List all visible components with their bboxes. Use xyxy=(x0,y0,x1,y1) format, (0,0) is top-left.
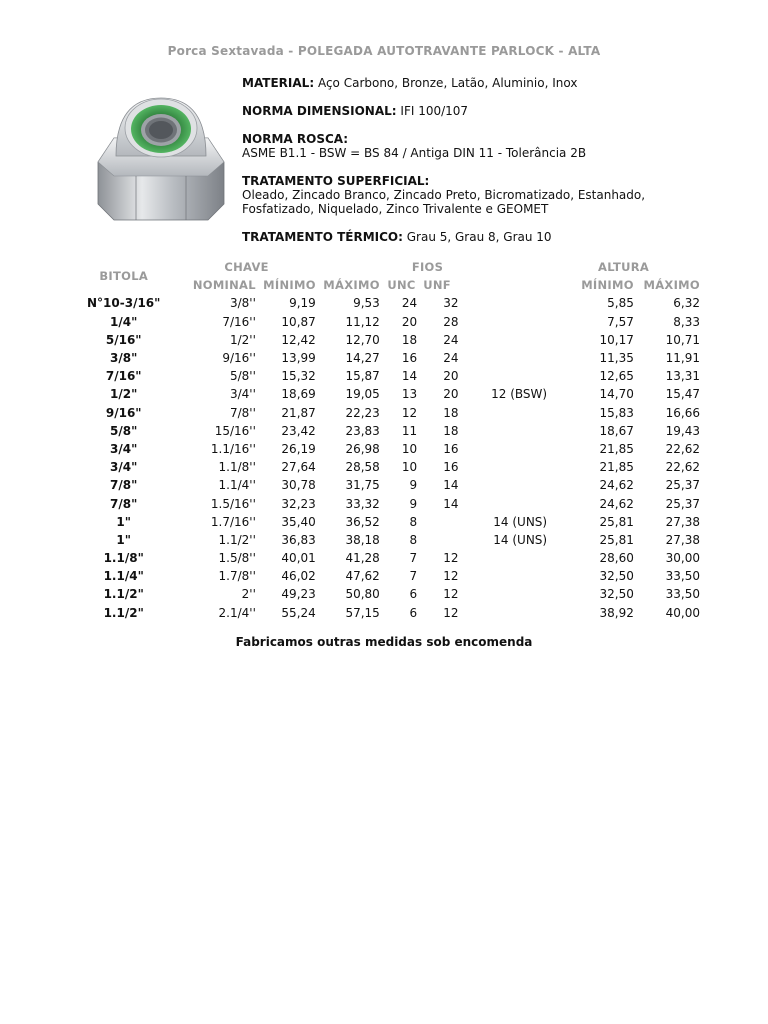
cell-altura-maximo: 10,71 xyxy=(665,332,700,347)
cell-chave-minimo: 15,32 xyxy=(281,369,316,384)
spec-value: ASME B1.1 - BSW = BS 84 / Antiga DIN 11 - Tolerância 2B xyxy=(242,146,587,160)
header-chave: CHAVE xyxy=(224,260,269,275)
cell-chave-minimo: 32,23 xyxy=(281,496,316,511)
cell-fios-extra xyxy=(464,313,547,331)
table-row xyxy=(70,404,700,422)
spec-value: Oleado, Zincado Branco, Zincado Preto, Bicromatizado, Estanhado, xyxy=(242,188,646,202)
cell-chave-minimo: 35,40 xyxy=(281,514,316,529)
table-row xyxy=(70,494,700,512)
cell-altura-minimo: 24,62 xyxy=(599,496,634,511)
cell-chave-maximo: 36,52 xyxy=(345,514,380,529)
cell-bitola: 1.1/2" xyxy=(103,605,144,620)
cell-bitola: 7/8" xyxy=(110,478,138,493)
cell-altura-maximo: 22,62 xyxy=(665,460,700,475)
cell-bitola: 7/16" xyxy=(105,369,142,384)
header-maximo: MÁXIMO xyxy=(323,278,380,293)
table-row xyxy=(70,385,700,403)
cell-altura-minimo: 32,50 xyxy=(599,587,634,602)
cell-chave-maximo: 26,98 xyxy=(345,441,380,456)
cell-altura-maximo: 27,38 xyxy=(665,532,700,547)
cell-nominal: 7/16'' xyxy=(222,314,256,329)
cell-unf: 20 xyxy=(443,369,459,384)
spec-tratamento-superficial xyxy=(242,174,742,216)
cell-unc: 6 xyxy=(409,587,418,602)
cell-unf: 20 xyxy=(443,387,459,402)
cell-unc: 6 xyxy=(409,605,418,620)
cell-bitola: 5/8" xyxy=(110,423,138,438)
header-unf: UNF xyxy=(423,278,451,293)
table-row xyxy=(70,331,700,349)
cell-bitola: 1/2" xyxy=(110,387,138,402)
cell-altura-minimo: 25,81 xyxy=(599,514,634,529)
cell-nominal: 1.5/16'' xyxy=(210,496,256,511)
dimensions-table xyxy=(70,258,700,622)
cell-altura-minimo: 24,62 xyxy=(599,478,634,493)
spec-tratamento-termico xyxy=(242,230,742,244)
cell-altura-minimo: 5,85 xyxy=(607,296,634,311)
cell-altura-minimo: 25,81 xyxy=(599,532,634,547)
cell-fios-extra xyxy=(464,458,547,476)
cell-unf: 12 xyxy=(443,587,459,602)
table-row xyxy=(70,476,700,494)
specifications xyxy=(242,76,742,258)
cell-altura-minimo: 32,50 xyxy=(599,569,634,584)
cell-altura-maximo: 40,00 xyxy=(665,605,700,620)
cell-nominal: 3/4'' xyxy=(229,387,256,402)
cell-altura-minimo: 38,92 xyxy=(599,605,634,620)
cell-unc: 24 xyxy=(401,296,418,311)
cell-altura-minimo: 28,60 xyxy=(599,551,634,566)
cell-chave-maximo: 38,18 xyxy=(345,532,380,547)
cell-fios-extra xyxy=(464,404,547,422)
cell-chave-maximo: 31,75 xyxy=(345,478,380,493)
cell-bitola: 1/4" xyxy=(110,314,138,329)
cell-altura-maximo: 8,33 xyxy=(673,314,700,329)
cell-altura-minimo: 15,83 xyxy=(599,405,634,420)
cell-nominal: 2.1/4'' xyxy=(218,605,256,620)
table-row xyxy=(70,294,700,312)
header-bitola: BITOLA xyxy=(99,269,149,284)
table-row xyxy=(70,367,700,385)
cell-fios-extra xyxy=(464,567,547,585)
cell-unc: 12 xyxy=(401,405,418,420)
cell-fios-extra: 14 (UNS) xyxy=(493,532,548,547)
cell-chave-maximo: 33,32 xyxy=(345,496,380,511)
cell-chave-maximo: 9,53 xyxy=(353,296,380,311)
cell-chave-minimo: 46,02 xyxy=(281,569,316,584)
cell-unf: 14 xyxy=(443,478,459,493)
cell-nominal: 1.1/4'' xyxy=(218,478,256,493)
cell-altura-maximo: 6,32 xyxy=(673,296,700,311)
spec-label: MATERIAL: xyxy=(242,76,315,90)
cell-nominal: 1.1/2'' xyxy=(218,532,256,547)
cell-unc: 18 xyxy=(401,332,418,347)
cell-unf: 12 xyxy=(443,569,459,584)
cell-unf: 16 xyxy=(443,460,459,475)
cell-unf: 14 xyxy=(443,496,459,511)
cell-bitola: 1.1/2" xyxy=(103,587,144,602)
cell-altura-maximo: 22,62 xyxy=(665,441,700,456)
cell-nominal: 1.1/8'' xyxy=(218,460,256,475)
cell-chave-maximo: 22,23 xyxy=(345,405,380,420)
cell-bitola: 1" xyxy=(116,514,131,529)
cell-unf: 12 xyxy=(443,551,459,566)
cell-bitola: 3/8" xyxy=(110,351,138,366)
cell-fios-extra xyxy=(464,494,547,512)
cell-altura-maximo: 33,50 xyxy=(665,587,700,602)
cell-chave-maximo: 12,70 xyxy=(345,332,380,347)
cell-altura-maximo: 25,37 xyxy=(665,478,700,493)
cell-chave-minimo: 9,19 xyxy=(289,296,316,311)
cell-unc: 9 xyxy=(409,496,418,511)
spec-material xyxy=(242,76,742,90)
cell-chave-minimo: 26,19 xyxy=(281,441,316,456)
cell-bitola: N°10-3/16" xyxy=(87,296,161,311)
cell-bitola: 3/4" xyxy=(110,441,138,456)
cell-altura-maximo: 25,37 xyxy=(665,496,700,511)
table-row xyxy=(70,585,700,603)
cell-unc: 8 xyxy=(409,532,418,547)
table-row xyxy=(70,440,700,458)
footer-note: Fabricamos outras medidas sob encomenda xyxy=(235,635,533,649)
cell-nominal: 1.7/16'' xyxy=(210,514,256,529)
cell-chave-minimo: 55,24 xyxy=(281,605,316,620)
cell-chave-minimo: 27,64 xyxy=(281,460,316,475)
cell-unf: 32 xyxy=(443,296,459,311)
spec-norma-rosca xyxy=(242,132,742,160)
cell-fios-extra: 12 (BSW) xyxy=(491,387,548,402)
table-row xyxy=(70,422,700,440)
cell-unc: 11 xyxy=(401,423,418,438)
cell-chave-maximo: 28,58 xyxy=(345,460,380,475)
cell-bitola: 7/8" xyxy=(110,496,138,511)
cell-altura-maximo: 33,50 xyxy=(665,569,700,584)
cell-fios-extra xyxy=(464,585,547,603)
cell-chave-maximo: 11,12 xyxy=(345,314,380,329)
cell-altura-maximo: 19,43 xyxy=(665,423,700,438)
cell-altura-maximo: 27,38 xyxy=(665,514,700,529)
cell-fios-extra xyxy=(464,367,547,385)
header-altura-maximo: MÁXIMO xyxy=(643,278,700,293)
cell-unc: 8 xyxy=(409,514,418,529)
cell-altura-maximo: 11,91 xyxy=(665,351,700,366)
cell-fios-extra xyxy=(464,331,547,349)
cell-unf xyxy=(423,531,464,549)
cell-fios-extra: 14 (UNS) xyxy=(493,514,548,529)
cell-unc: 20 xyxy=(401,314,418,329)
cell-chave-minimo: 10,87 xyxy=(281,314,316,329)
spec-value: Fosfatizado, Niquelado, Zinco Trivalente e GEOMET xyxy=(242,202,549,216)
spec-value: IFI 100/107 xyxy=(400,104,469,118)
cell-unf xyxy=(423,513,464,531)
spec-label: NORMA ROSCA: xyxy=(242,132,349,146)
cell-fios-extra xyxy=(464,476,547,494)
cell-bitola: 1.1/4" xyxy=(103,569,144,584)
spec-norma-dimensional xyxy=(242,104,742,118)
header-nominal: NOMINAL xyxy=(192,278,256,293)
cell-chave-minimo: 40,01 xyxy=(281,551,316,566)
cell-nominal: 2'' xyxy=(241,587,256,602)
table-row xyxy=(70,531,700,549)
cell-unf: 24 xyxy=(443,332,459,347)
cell-unf: 12 xyxy=(443,605,459,620)
cell-nominal: 3/8'' xyxy=(229,296,256,311)
cell-unf: 28 xyxy=(443,314,459,329)
cell-altura-maximo: 16,66 xyxy=(665,405,700,420)
cell-chave-minimo: 49,23 xyxy=(281,587,316,602)
cell-unf: 18 xyxy=(443,405,459,420)
cell-chave-maximo: 19,05 xyxy=(345,387,380,402)
header-fios: FIOS xyxy=(411,260,444,275)
table-row xyxy=(70,549,700,567)
cell-fios-extra xyxy=(464,294,547,312)
cell-bitola: 3/4" xyxy=(110,460,138,475)
cell-fios-extra xyxy=(464,349,547,367)
cell-chave-minimo: 12,42 xyxy=(281,332,316,347)
cell-bitola: 5/16" xyxy=(105,332,142,347)
cell-fios-extra xyxy=(464,604,547,622)
header-altura: ALTURA xyxy=(598,260,650,275)
header-minimo: MÍNIMO xyxy=(263,278,316,293)
cell-chave-maximo: 14,27 xyxy=(345,351,380,366)
table-row xyxy=(70,458,700,476)
cell-altura-maximo: 15,47 xyxy=(665,387,700,402)
cell-chave-minimo: 30,78 xyxy=(281,478,316,493)
cell-nominal: 7/8'' xyxy=(229,405,256,420)
cell-nominal: 9/16'' xyxy=(222,351,256,366)
cell-nominal: 15/16'' xyxy=(214,423,256,438)
cell-chave-maximo: 41,28 xyxy=(345,551,380,566)
table-row xyxy=(70,567,700,585)
cell-chave-maximo: 47,62 xyxy=(345,569,380,584)
cell-bitola: 1.1/8" xyxy=(103,551,144,566)
cell-altura-minimo: 21,85 xyxy=(599,441,634,456)
cell-unc: 9 xyxy=(409,478,418,493)
cell-altura-minimo: 21,85 xyxy=(599,460,634,475)
spec-value: Aço Carbono, Bronze, Latão, Aluminio, Inox xyxy=(317,76,578,90)
cell-bitola: 9/16" xyxy=(105,405,142,420)
spec-label: NORMA DIMENSIONAL: xyxy=(242,104,397,118)
table-row xyxy=(70,349,700,367)
cell-nominal: 1.1/16'' xyxy=(210,441,256,456)
cell-altura-minimo: 18,67 xyxy=(599,423,634,438)
cell-chave-minimo: 18,69 xyxy=(281,387,316,402)
cell-unc: 14 xyxy=(401,369,418,384)
cell-nominal: 1/2'' xyxy=(229,332,256,347)
cell-unf: 16 xyxy=(443,441,459,456)
cell-fios-extra xyxy=(464,549,547,567)
cell-chave-maximo: 57,15 xyxy=(345,605,380,620)
cell-altura-minimo: 10,17 xyxy=(599,332,634,347)
cell-altura-maximo: 30,00 xyxy=(665,551,700,566)
cell-chave-maximo: 50,80 xyxy=(345,587,380,602)
cell-altura-minimo: 14,70 xyxy=(599,387,634,402)
table-row xyxy=(70,513,700,531)
cell-altura-maximo: 13,31 xyxy=(665,369,700,384)
table-row xyxy=(70,313,700,331)
cell-nominal: 5/8'' xyxy=(229,369,256,384)
cell-nominal: 1.5/8'' xyxy=(218,551,256,566)
spec-label: TRATAMENTO SUPERFICIAL: xyxy=(242,174,430,188)
page-title: Porca Sextavada - POLEGADA AUTOTRAVANTE PARLOCK - ALTA xyxy=(167,44,601,58)
cell-altura-minimo: 12,65 xyxy=(599,369,634,384)
cell-chave-minimo: 21,87 xyxy=(281,405,316,420)
cell-nominal: 1.7/8'' xyxy=(218,569,256,584)
cell-unc: 13 xyxy=(401,387,418,402)
cell-chave-maximo: 23,83 xyxy=(345,423,380,438)
cell-unf: 24 xyxy=(443,351,459,366)
cell-unc: 7 xyxy=(409,551,418,566)
lock-nut-image xyxy=(92,92,230,227)
cell-bitola: 1" xyxy=(116,532,131,547)
header-altura-minimo: MÍNIMO xyxy=(581,278,634,293)
spec-value: Grau 5, Grau 8, Grau 10 xyxy=(406,230,552,244)
cell-chave-minimo: 36,83 xyxy=(281,532,316,547)
cell-unc: 16 xyxy=(401,351,418,366)
cell-chave-minimo: 23,42 xyxy=(281,423,316,438)
header-row-groups xyxy=(70,258,700,276)
cell-unc: 7 xyxy=(409,569,418,584)
cell-chave-minimo: 13,99 xyxy=(281,351,316,366)
cell-unc: 10 xyxy=(401,441,418,456)
header-unc: UNC xyxy=(387,278,416,293)
cell-fios-extra xyxy=(464,440,547,458)
cell-chave-maximo: 15,87 xyxy=(345,369,380,384)
cell-unf: 18 xyxy=(443,423,459,438)
cell-altura-minimo: 7,57 xyxy=(607,314,634,329)
cell-altura-minimo: 11,35 xyxy=(599,351,634,366)
cell-fios-extra xyxy=(464,422,547,440)
spec-label: TRATAMENTO TÉRMICO: xyxy=(242,230,403,244)
cell-unc: 10 xyxy=(401,460,418,475)
table-row xyxy=(70,604,700,622)
